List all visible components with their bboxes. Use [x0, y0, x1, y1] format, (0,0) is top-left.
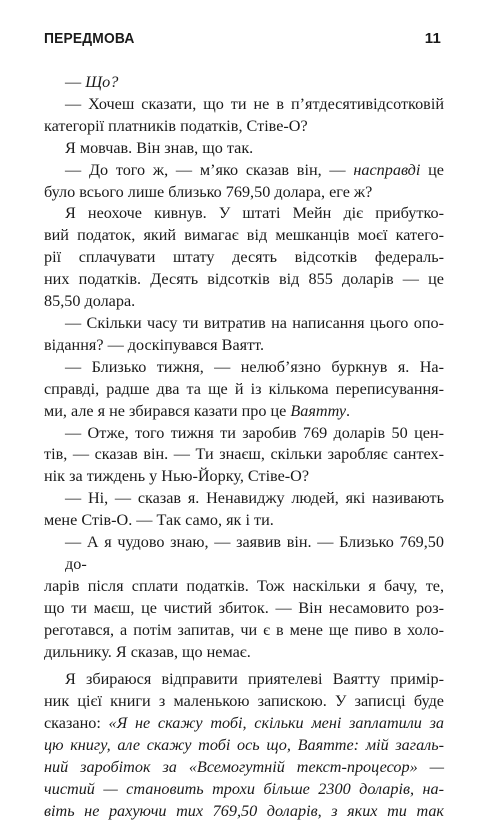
text-span: Я мовчав. Він знав, що так. — [65, 138, 254, 157]
text-line — [44, 225, 444, 247]
text-line — [44, 313, 444, 335]
text-span: дильнику. Я сказав, що немає. — [44, 642, 251, 661]
text-line — [44, 94, 444, 116]
text-line — [44, 735, 444, 757]
italic-text: віть не рахуючи тих 769,50 доларів, з яких ти так — [44, 801, 444, 820]
text-span: нік за тиждень у Нью-Йорку, Стіве-О? — [44, 467, 310, 486]
text-span: реготався, а потім запитав, чи є в мене ще пиво в холо- — [44, 620, 444, 639]
text-span: ми, але я не збирався казати про це — [44, 401, 291, 420]
text-span: мене Стів-О. — Так само, як і ти. — [44, 511, 274, 530]
text-line — [44, 598, 444, 620]
text-span: було всього лише близько 769,50 долара, еге ж? — [44, 182, 373, 201]
italic-text: насправді — [353, 160, 421, 179]
text-span: Я збираюся відправити приятелеві Ваятту примір- — [65, 670, 444, 689]
text-span: вий податок, який вимагає від мешканців моєї катего- — [44, 226, 444, 245]
text-line — [44, 466, 444, 488]
italic-text: Ваятту — [290, 401, 347, 420]
text-line — [44, 713, 444, 735]
text-span: Я неохоче кивнув. У штаті Мейн діє прибутко- — [65, 204, 444, 223]
text-line — [44, 116, 444, 138]
text-line — [44, 642, 444, 664]
text-span: — — [65, 73, 86, 91]
text-line — [44, 488, 444, 510]
text-line — [44, 779, 444, 801]
text-line — [44, 757, 444, 779]
italic-text: Що? — [85, 73, 119, 91]
text-line — [44, 160, 444, 182]
italic-text: чистий — становить трохи більше 2300 доларів, на- — [44, 780, 444, 798]
text-span: це — [420, 160, 444, 179]
text-line — [44, 401, 444, 423]
text-span: — А я чудово знаю, — заявив він. — Близько 769,50 до- — [65, 533, 444, 573]
text-line — [44, 182, 444, 204]
text-span: них податків. Десять відсотків від 855 доларів — це — [44, 270, 444, 289]
text-span: ларів після сплати податків. Тож наскільки я бачу, те, — [44, 576, 444, 595]
text-line — [44, 379, 444, 401]
text-span: — Скільки часу ти витратив на написання цього опо- — [65, 313, 444, 332]
text-line — [44, 335, 444, 357]
chapter-title: ПЕРЕДМОВА — [44, 30, 135, 47]
text-span: . — [346, 401, 351, 420]
text-span: — Близько тижня, — нелюб’язно буркнув я. На- — [65, 357, 444, 376]
text-span: 85,50 долара. — [44, 292, 136, 311]
text-span: сказано: — [44, 714, 109, 733]
body-text — [44, 72, 444, 823]
page-number: 11 — [424, 30, 441, 47]
text-span: що ти маєш, це чистий збиток. — Він несамовито роз- — [44, 598, 444, 617]
text-line — [44, 691, 444, 713]
italic-text: цю книгу, але скажу тобі ось що, Ваятте: мій загаль- — [44, 736, 444, 755]
text-line — [44, 138, 444, 160]
text-span: ник цієї книги з маленькою запискою. У записці буде — [44, 692, 444, 711]
text-span: — Ні, — сказав я. Ненавиджу людей, які називають — [65, 489, 444, 508]
text-line — [44, 291, 444, 313]
text-line — [44, 669, 444, 691]
text-line — [44, 423, 444, 445]
text-line — [44, 532, 444, 576]
text-line — [44, 203, 444, 225]
text-span: справді, радше два та ще й із кількома переписування- — [44, 379, 444, 398]
text-line — [44, 576, 444, 598]
text-line — [44, 444, 444, 466]
text-line — [44, 357, 444, 379]
text-span: — Отже, того тижня ти заробив 769 доларів 50 цен- — [65, 423, 444, 442]
text-line — [44, 620, 444, 642]
text-span: тів, — сказав він. — Ти знаєш, скільки заробляє сантех- — [44, 445, 444, 464]
text-span: відання? — доскіпувався Ваятт. — [44, 335, 265, 354]
text-span: — Хочеш сказати, що ти не в п’ятдесятивідсотковій — [65, 94, 444, 113]
text-line — [44, 247, 444, 269]
running-header — [44, 30, 441, 52]
text-line — [44, 801, 444, 823]
text-span: категорії платників податків, Стіве-О? — [44, 116, 308, 135]
text-line — [44, 510, 444, 532]
italic-text: ний заробіток за «Всемогутній текст-процесор» — — [44, 758, 444, 777]
italic-text: «Я не скажу тобі, скільки мені заплатили за — [108, 714, 445, 733]
text-line — [44, 72, 444, 94]
text-span: рії сплачувати штату десять відсотків федераль- — [44, 248, 444, 267]
text-line — [44, 269, 444, 291]
text-span: — До того ж, — м’яко сказав він, — — [65, 160, 354, 179]
